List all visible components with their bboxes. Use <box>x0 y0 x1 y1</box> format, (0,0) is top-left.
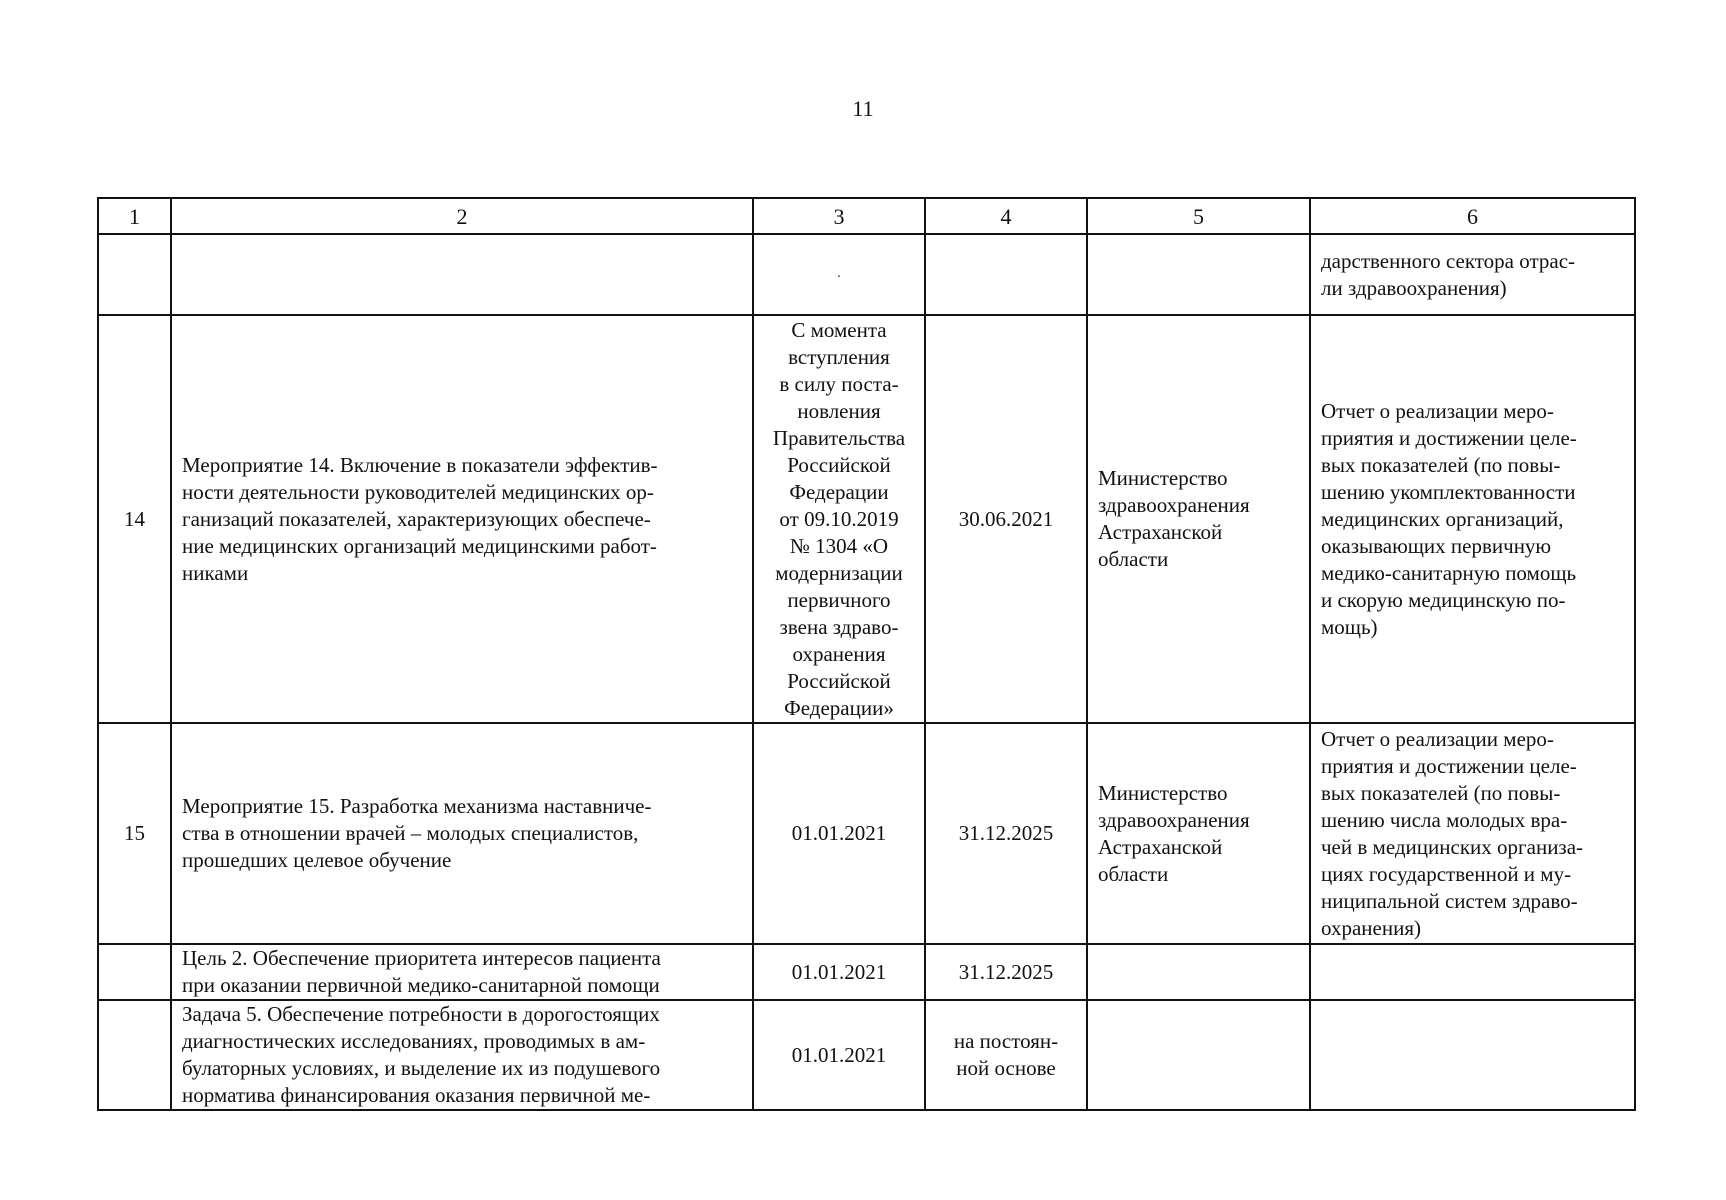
row14-desc-line: никами <box>182 560 249 585</box>
cont-result <box>1310 234 1635 315</box>
row15-resp-line: области <box>1098 861 1169 886</box>
row14-result-line: приятия и достижении целе- <box>1321 425 1577 450</box>
row15-result-line: охранения) <box>1321 915 1421 940</box>
cont-num <box>98 234 171 315</box>
row14-result-line: оказывающих первичную <box>1321 533 1552 558</box>
task-desc <box>171 1000 753 1110</box>
cont-end <box>925 234 1087 315</box>
row14-desc-line: Мероприятие 14. Включение в показатели эффектив- <box>182 452 658 477</box>
goal-num <box>98 944 171 1000</box>
row14-result-line: шению укомплектованности <box>1321 479 1576 504</box>
header-col-3: 3 <box>753 198 925 234</box>
row15-desc-line: прошедших целевое обучение <box>182 848 452 872</box>
row14-start <box>753 315 925 723</box>
row15-desc-line: Мероприятие 15. Разработка механизма наставниче- <box>182 794 652 818</box>
header-col-4: 4 <box>925 198 1087 234</box>
header-col-2: 2 <box>171 198 753 234</box>
row14-desc-line: ности деятельности руководителей медицинских ор- <box>182 479 654 504</box>
row15-result-line: приятия и достижении целе- <box>1321 753 1577 778</box>
row15-result-line: шению числа молодых вра- <box>1321 807 1568 832</box>
stray-dot-mark: · <box>836 269 842 285</box>
row15-result <box>1310 723 1635 944</box>
row14-start-line: звена здраво- <box>779 614 899 639</box>
row15-resp <box>1087 723 1310 944</box>
row15-resp-line: Министерство <box>1098 780 1228 805</box>
row14-resp-line: области <box>1098 547 1169 571</box>
row14-start-line: модернизации <box>775 560 903 585</box>
task-desc-line: норматива финансирования оказания первичной ме- <box>182 1083 651 1107</box>
row14-start-line: Правительства <box>772 425 906 450</box>
row14-result-line: Отчет о реализации меро- <box>1321 398 1554 423</box>
row14-start-line: охранения <box>792 641 886 666</box>
row14-num: 14 <box>98 315 171 723</box>
row15-resp-line: Астраханской <box>1098 834 1223 859</box>
row14-resp <box>1087 315 1310 723</box>
task-num <box>98 1000 171 1110</box>
row15-result-line: вых показателей (по повы- <box>1321 780 1561 805</box>
goal-resp <box>1087 944 1310 1000</box>
row14-resp-line: здравоохранения <box>1098 493 1250 517</box>
task-result <box>1310 1000 1635 1110</box>
activity-plan-table <box>97 197 1636 1111</box>
goal-desc <box>171 944 753 1000</box>
row15-num: 15 <box>98 723 171 944</box>
header-row <box>98 198 1635 234</box>
task-resp <box>1087 1000 1310 1110</box>
goal-desc-line: при оказании первичной медико-санитарной помощи <box>182 973 660 997</box>
row14-start-line: Федерации <box>789 479 889 504</box>
cont-desc <box>171 234 753 315</box>
row14-start-line: С момента <box>791 317 887 342</box>
row14-result-line: медицинских организаций, <box>1321 506 1564 531</box>
task-end <box>925 1000 1087 1110</box>
row14-end: 30.06.2021 <box>925 315 1087 723</box>
row14-start-line: Российской <box>787 668 891 693</box>
header-col-6: 6 <box>1310 198 1635 234</box>
header-col-1: 1 <box>98 198 171 234</box>
row15-result-line: циях государственной и му- <box>1321 861 1572 886</box>
goal-desc-line: Цель 2. Обеспечение приоритета интересов пациента <box>182 946 661 970</box>
row15-desc-line: ства в отношении врачей – молодых специалистов, <box>182 821 639 845</box>
goal-end: 31.12.2025 <box>925 944 1087 1000</box>
cont-resp <box>1087 234 1310 315</box>
row14-start-line: в силу поста- <box>779 371 899 396</box>
row14-result-line: и скорую медицинскую по- <box>1321 587 1566 612</box>
task-start: 01.01.2021 <box>753 1000 925 1110</box>
task-desc-line: булаторных условиях, и выделение их из подушевого <box>182 1056 661 1080</box>
row14-desc <box>171 315 753 723</box>
task-desc-line: диагностических исследованиях, проводимых в ам- <box>182 1029 646 1053</box>
cont-result-line: ли здравоохранения) <box>1321 275 1507 300</box>
continuation-row <box>98 234 1635 315</box>
row15-result-line: чей в медицинских организа- <box>1321 834 1584 859</box>
task-5-row <box>98 1000 1635 1110</box>
row15-result-line: Отчет о реализации меро- <box>1321 726 1554 751</box>
row15-desc <box>171 723 753 944</box>
row14-resp-line: Министерство <box>1098 466 1228 490</box>
row15-start: 01.01.2021 <box>753 723 925 944</box>
row14-start-line: первичного <box>787 587 891 612</box>
row14-desc-line: ганизаций показателей, характеризующих обеспече- <box>182 506 651 531</box>
row14-start-line: вступления <box>788 344 890 369</box>
goal-start: 01.01.2021 <box>753 944 925 1000</box>
row14-result-line: мощь) <box>1321 614 1378 639</box>
row14-result <box>1310 315 1635 723</box>
row14-start-line: новления <box>797 398 881 423</box>
task-end-line: на постоян- <box>953 1029 1059 1053</box>
task-end-line: ной основе <box>956 1056 1056 1080</box>
table-row-14 <box>98 315 1635 723</box>
cont-result-line: дарственного сектора отрас- <box>1321 248 1576 273</box>
row14-start-line: Российской <box>787 452 891 477</box>
row14-result-line: вых показателей (по повы- <box>1321 452 1561 477</box>
row14-resp-line: Астраханской <box>1098 520 1223 544</box>
row14-desc-line: ние медицинских организаций медицинскими работ- <box>182 533 657 558</box>
row14-start-line: № 1304 «О <box>789 533 889 558</box>
header-col-5: 5 <box>1087 198 1310 234</box>
row15-result-line: ниципальной систем здраво- <box>1321 888 1578 913</box>
task-desc-line: Задача 5. Обеспечение потребности в дорогостоящих <box>182 1002 660 1026</box>
table-row-15 <box>98 723 1635 944</box>
row15-resp-line: здравоохранения <box>1098 807 1250 832</box>
row14-start-line: Федерации» <box>784 695 894 720</box>
cont-start <box>753 234 925 315</box>
goal-2-row <box>98 944 1635 1000</box>
row15-end: 31.12.2025 <box>925 723 1087 944</box>
row14-result-line: медико-санитарную помощь <box>1321 560 1577 585</box>
row14-start-line: от 09.10.2019 <box>779 506 899 531</box>
page-number: 11 <box>852 96 874 121</box>
goal-result <box>1310 944 1635 1000</box>
